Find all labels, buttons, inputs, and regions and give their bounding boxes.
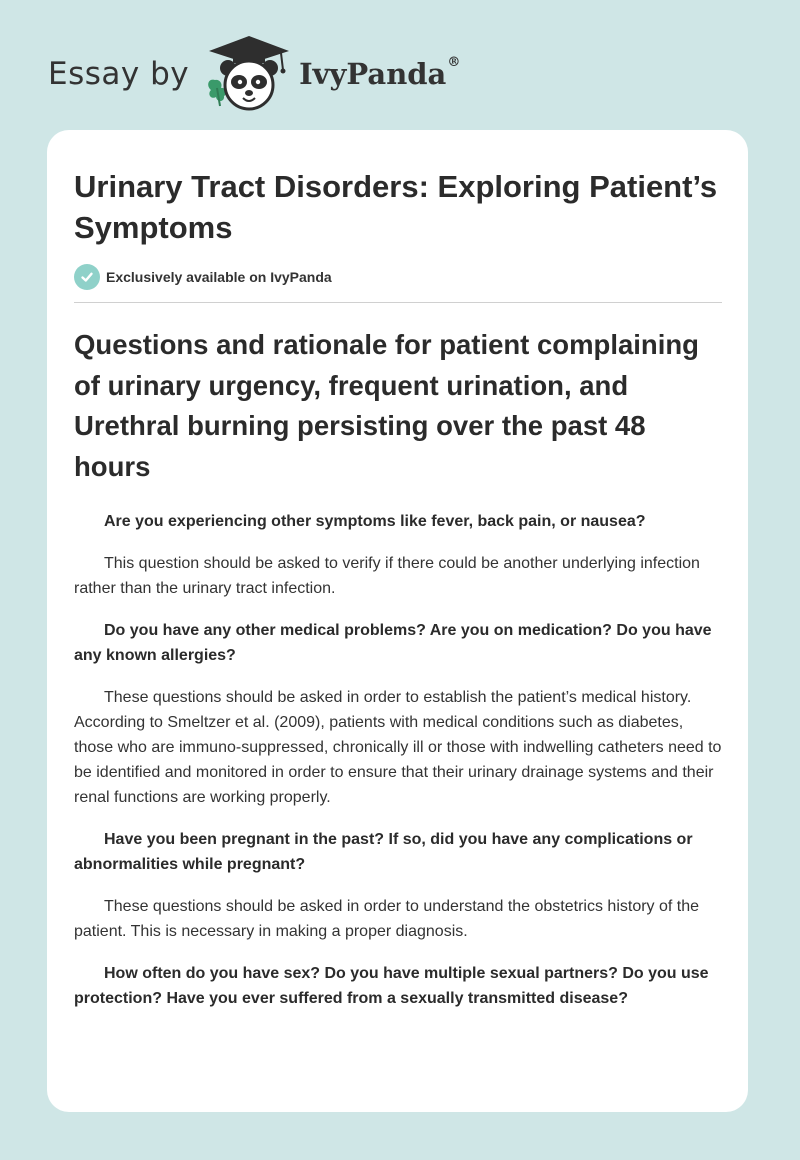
- essay-card: [47, 130, 748, 1112]
- panda-graduate-icon[interactable]: [203, 34, 295, 114]
- question-paragraph: Are you experiencing other symptoms like fever, back pain, or nausea?: [104, 513, 646, 530]
- essay-content: [74, 166, 722, 1028]
- check-circle-icon: [74, 264, 100, 290]
- answer-paragraph: These questions should be asked in order to establish the patient’s medical history. According to Smeltzer et al. (2009), patients with medical conditions such as diabetes, those who are immuno-suppressed, chronically ill or those with indwelling catheters need to be identified and monitored in order to ensure that their urinary drainage systems and their renal functions are working properly.: [74, 689, 722, 806]
- badge-label: Exclusively available on IvyPanda: [106, 269, 332, 285]
- exclusive-badge: [74, 263, 722, 291]
- essay-by-label: Essay by: [48, 56, 190, 92]
- section-heading: Questions and rationale for patient complaining of urinary urgency, frequent urination, and Urethral burning persisting over the past 48 hours: [74, 329, 699, 482]
- question-paragraph: How often do you have sex? Do you have multiple sexual partners? Do you use protection? Have you ever suffered from a sexually transmitted disease?: [74, 965, 709, 1007]
- site-header: [48, 34, 460, 114]
- answer-paragraph: This question should be asked to verify if there could be another underlying infection rather than the urinary tract infection.: [74, 555, 700, 597]
- divider: [74, 302, 722, 303]
- question-paragraph: Do you have any other medical problems? Are you on medication? Do you have any known allergies?: [74, 622, 712, 664]
- page-title: Urinary Tract Disorders: Exploring Patient’s Symptoms: [74, 169, 718, 245]
- answer-paragraph: These questions should be asked in order to understand the obstetrics history of the patient. This is necessary in making a proper diagnosis.: [74, 898, 700, 940]
- brand-name[interactable]: [299, 57, 460, 91]
- ivy-leaf-icon: [208, 80, 226, 106]
- article-body: [74, 509, 722, 1011]
- brand-label: IvyPanda: [299, 57, 447, 91]
- question-paragraph: Have you been pregnant in the past? If so, did you have any complications or abnormalities while pregnant?: [74, 831, 693, 873]
- registered-mark: ®: [447, 55, 461, 70]
